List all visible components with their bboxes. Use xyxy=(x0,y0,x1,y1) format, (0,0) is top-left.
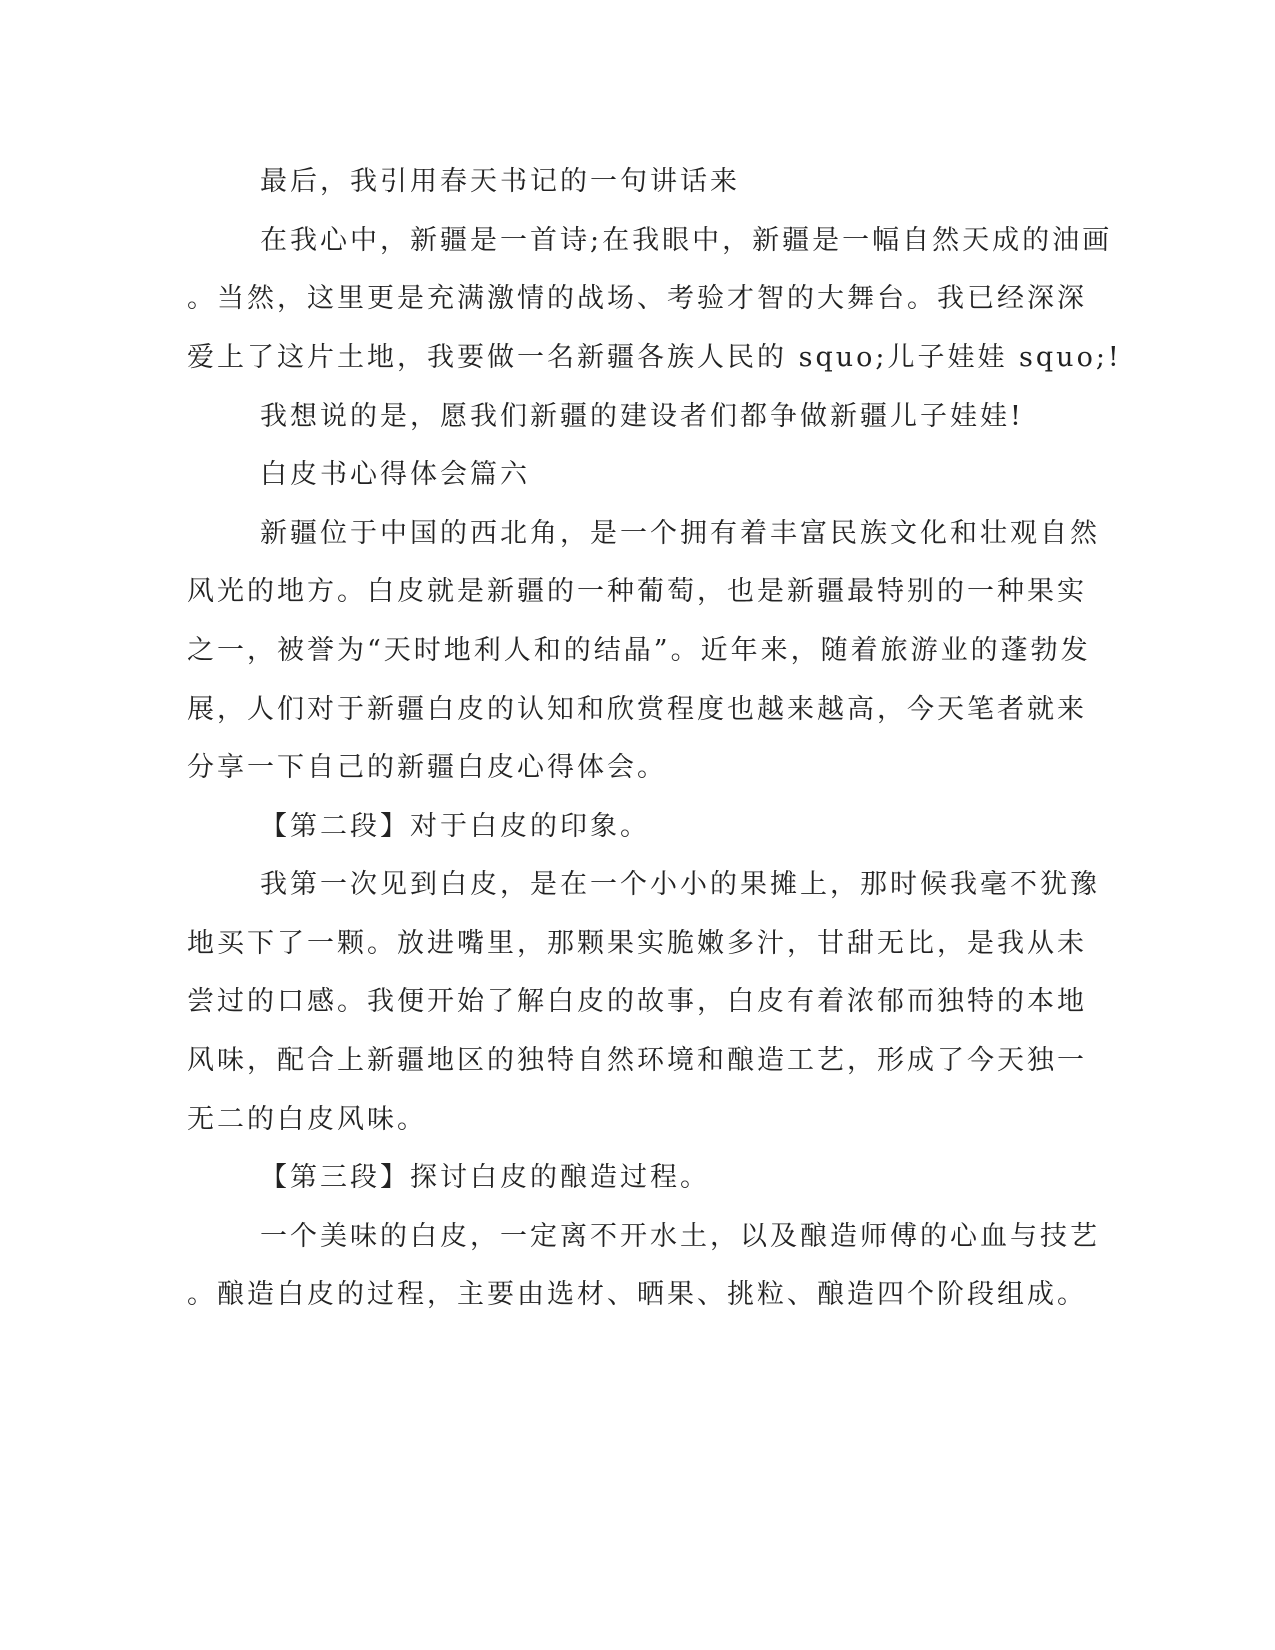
text-line: 地买下了一颗。放进嘴里，那颗果实脆嫩多汁，甘甜无比，是我从未 xyxy=(187,928,1087,959)
text-line: 最后，我引用春天书记的一句讲话来 xyxy=(260,166,740,197)
text-line: 无二的白皮风味。 xyxy=(187,1104,427,1135)
text-line: 。酿造白皮的过程，主要由选材、晒果、挑粒、酿造四个阶段组成。 xyxy=(187,1279,1087,1310)
text-line: 风光的地方。白皮就是新疆的一种葡萄，也是新疆最特别的一种果实 xyxy=(187,576,1087,607)
text-line: 之一，被誉为“天时地利人和的结晶”。近年来，随着旅游业的蓬勃发 xyxy=(187,635,1091,666)
text-line: 展，人们对于新疆白皮的认知和欣赏程度也越来越高，今天笔者就来 xyxy=(187,694,1087,725)
text-line: 新疆位于中国的西北角，是一个拥有着丰富民族文化和壮观自然 xyxy=(260,518,1100,549)
section-heading: 【第三段】探讨白皮的酿造过程。 xyxy=(260,1162,710,1193)
section-heading: 【第二段】对于白皮的印象。 xyxy=(260,811,650,842)
text-line: 我想说的是，愿我们新疆的建设者们都争做新疆儿子娃娃! xyxy=(260,401,1024,432)
text-line: 一个美味的白皮，一定离不开水土，以及酿造师傅的心血与技艺 xyxy=(260,1221,1100,1252)
text-line: 分享一下自己的新疆白皮心得体会。 xyxy=(187,752,667,783)
text-line: 在我心中，新疆是一首诗;在我眼中，新疆是一幅自然天成的油画 xyxy=(260,225,1113,256)
text-line: 。当然，这里更是充满激情的战场、考验才智的大舞台。我已经深深 xyxy=(187,283,1087,314)
section-heading: 白皮书心得体会篇六 xyxy=(260,459,530,490)
text-line: 风味，配合上新疆地区的独特自然环境和酿造工艺，形成了今天独一 xyxy=(187,1045,1087,1076)
text-line: 爱上了这片土地，我要做一名新疆各族人民的 squo;儿子娃娃 squo;! xyxy=(187,342,1122,373)
text-line: 尝过的口感。我便开始了解白皮的故事，白皮有着浓郁而独特的本地 xyxy=(187,986,1087,1017)
text-line: 我第一次见到白皮，是在一个小小的果摊上，那时候我毫不犹豫 xyxy=(260,869,1100,900)
